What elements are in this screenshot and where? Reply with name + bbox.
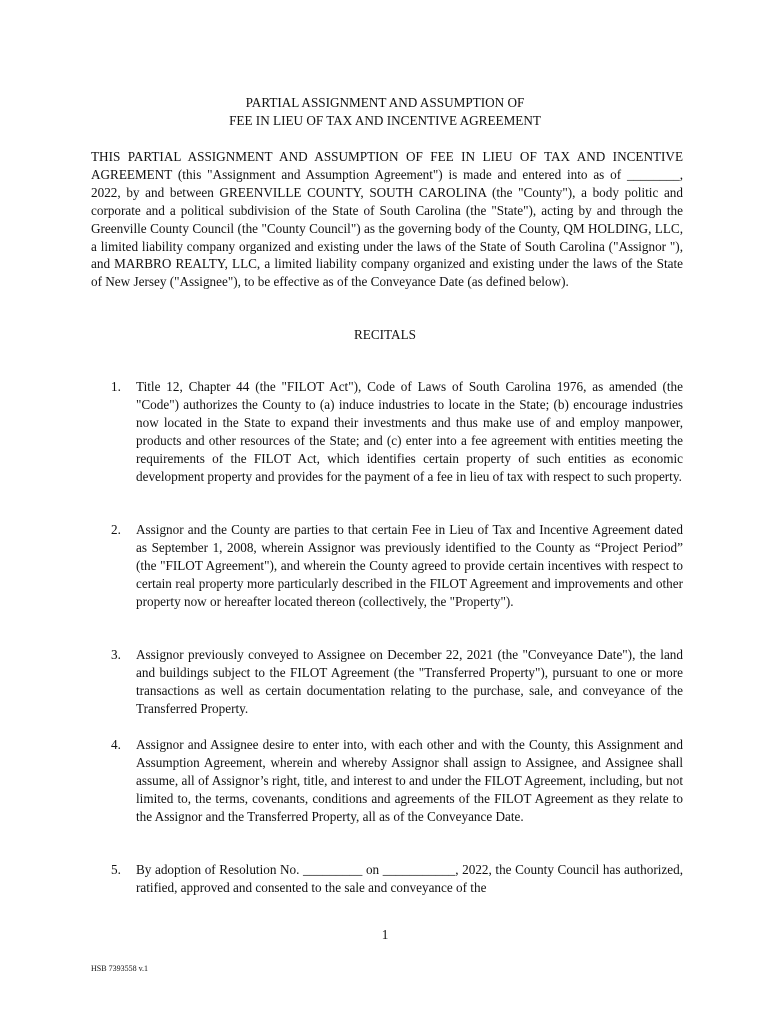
page-number: 1	[381, 927, 389, 942]
recital-number: 1.	[111, 379, 121, 394]
document-title	[0, 94, 770, 130]
recital-item	[111, 736, 683, 826]
recital-item	[111, 646, 683, 718]
recital-text: Assignor previously conveyed to Assignee on December 22, 2021 (the "Conveyance Date"), the land and buildings subject to the FILOT Agreement (the "Transferred Property"), pursuant to one or more transactions as well as certain documentation relating to the purchase, sale, and conveyance of the Transferred Property.	[136, 647, 683, 716]
document-footer-id: HSB 7393558 v.1	[91, 964, 149, 973]
intro-paragraph: THIS PARTIAL ASSIGNMENT AND ASSUMPTION OF FEE IN LIEU OF TAX AND INCENTIVE AGREEMENT (this "Assignment and Assumption Agreement") is made and entered into as of ________, 2022, by and between GREENVILLE COUNTY, SOUTH CAROLINA (the "County"), a body politic and corporate and a political subdivision of the State of South Carolina (the "State"), acting by and through the Greenville County Council (the "County Council") as the governing body of the County, QM HOLDING, LLC, a limited liability company organized and existing under the laws of the State of South Carolina ("Assignor "), and MARBRO REALTY, LLC, a limited liability company organized and existing under the laws of the State of New Jersey ("Assignee"), to be effective as of the Conveyance Date (as defined below).	[91, 149, 683, 290]
recital-text: Title 12, Chapter 44 (the "FILOT Act"), Code of Laws of South Carolina 1976, as amended (the "Code") authorizes the County to (a) induce industries to locate in the State; (b) encourage industries now located in the State to expand their investments and thus make use of and employ manpower, products and other resources of the State; and (c) enter into a fee agreement with entities meeting the requirements of the FILOT Act, which identifies certain property of such entities as economic development property and provides for the payment of a fee in lieu of tax with respect to such property.	[136, 379, 683, 484]
recital-number: 5.	[111, 862, 121, 877]
recital-item	[111, 521, 683, 611]
recital-text: Assignor and the County are parties to that certain Fee in Lieu of Tax and Incentive Agreement dated as September 1, 2008, wherein Assignor was previously identified to the County as “Project Period” (the "FILOT Agreement"), and wherein the County agreed to provide certain incentives with respect to certain real property more particularly described in the FILOT Agreement and improvements and other property now or hereafter located thereon (collectively, the "Property").	[136, 522, 683, 609]
recital-item	[111, 861, 683, 897]
recitals-heading: RECITALS	[354, 327, 416, 342]
recital-number: 4.	[111, 737, 121, 752]
recital-text: Assignor and Assignee desire to enter into, with each other and with the County, this Assignment and Assumption Agreement, wherein and whereby Assignor shall assign to Assignee, and Assignee shall assume, all of Assignor’s right, title, and interest to and under the FILOT Agreement, including, but not limited to, the terms, covenants, conditions and agreements of the FILOT Agreement as they relate to the Assignor and the Transferred Property, all as of the Conveyance Date.	[136, 737, 683, 824]
recital-item	[111, 378, 683, 486]
recital-number: 2.	[111, 522, 121, 537]
title-line-2: FEE IN LIEU OF TAX AND INCENTIVE AGREEMENT	[229, 113, 541, 128]
recital-text: By adoption of Resolution No. _________ on ___________, 2022, the County Council has authorized, ratified, approved and consented to the sale and conveyance of the	[136, 862, 683, 895]
recital-number: 3.	[111, 647, 121, 662]
title-line-1: PARTIAL ASSIGNMENT AND ASSUMPTION OF	[245, 95, 525, 110]
